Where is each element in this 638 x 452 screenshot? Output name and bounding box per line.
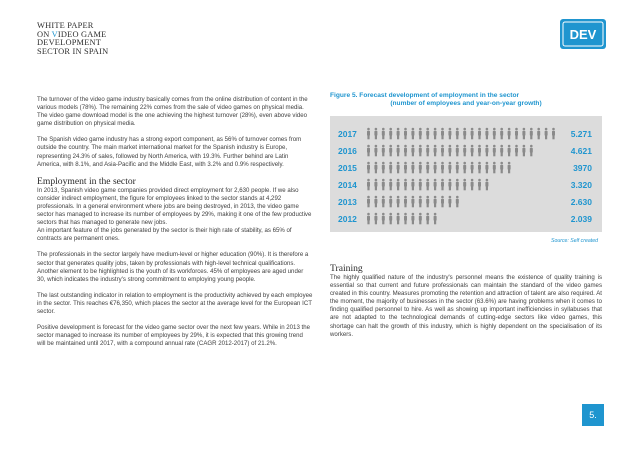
person-icon — [545, 128, 548, 140]
person-icon — [374, 145, 377, 157]
person-icon — [485, 128, 488, 140]
person-icon — [389, 213, 392, 225]
person-icon — [426, 162, 429, 174]
person-icon — [448, 162, 451, 174]
person-icon — [508, 162, 511, 174]
person-icon — [485, 162, 488, 174]
person-icon — [419, 145, 422, 157]
person-icon — [367, 128, 370, 140]
pictogram-row-2015 — [367, 162, 511, 174]
person-icon — [426, 145, 429, 157]
person-icon — [478, 145, 481, 157]
person-icon — [367, 145, 370, 157]
person-icon — [463, 128, 466, 140]
left-column — [37, 96, 313, 356]
person-icon — [441, 145, 444, 157]
person-icon — [471, 179, 474, 191]
person-icon — [500, 128, 503, 140]
person-icon — [500, 162, 503, 174]
figure-source: Source: Self created — [550, 238, 598, 244]
year-label-2012: 2012 — [338, 214, 357, 224]
person-icon — [404, 179, 407, 191]
person-icon — [382, 179, 385, 191]
person-icon — [441, 162, 444, 174]
person-icon — [382, 162, 385, 174]
person-icon — [441, 196, 444, 208]
person-icon — [434, 145, 437, 157]
person-icon — [397, 145, 400, 157]
year-label-2017: 2017 — [338, 129, 357, 139]
education-paragraph: The professionals in the sector largely have medium-level or higher education (90%). It is therefore a sector that generates quality jobs, taken by professionals with high-level technical qualifications. Another element to be highlighted is the youth of its workforces. 45% of employees are aged under 30, which indicates the industry's strong commitment to employing young people. — [37, 251, 309, 283]
employment-chart-svg — [330, 116, 602, 232]
training-heading: Training — [330, 263, 363, 274]
person-icon — [448, 145, 451, 157]
person-icon — [426, 128, 429, 140]
person-icon — [404, 128, 407, 140]
person-icon — [441, 179, 444, 191]
person-icon — [434, 179, 437, 191]
header-word-on: ON — [37, 29, 52, 39]
pictogram-row-2017 — [367, 128, 555, 140]
page-number: 5. — [582, 404, 604, 426]
person-icon — [426, 196, 429, 208]
person-icon — [552, 128, 555, 140]
person-icon — [508, 145, 511, 157]
person-icon — [389, 145, 392, 157]
person-icon — [485, 145, 488, 157]
year-label-2015: 2015 — [338, 163, 357, 173]
document-header-title — [37, 22, 197, 56]
person-icon — [500, 145, 503, 157]
employment-heading: Employment in the sector — [37, 175, 136, 187]
forecast-paragraph: Positive development is forecast for the video game sector over the next few years. While in 2013 the sector managed to increase its number of employees by 29%, it is expected that this growing trend will be maintained until 2017, with a compound annual rate (CAGR 2012-2017) of 21.2%. — [37, 324, 311, 348]
person-icon — [419, 196, 422, 208]
person-icon — [419, 179, 422, 191]
person-icon — [374, 128, 377, 140]
header-line-4: SECTOR IN SPAIN — [37, 46, 109, 56]
person-icon — [397, 213, 400, 225]
value-label-2016: 4.621 — [570, 146, 592, 156]
header-line-1: WHITE PAPER — [37, 21, 94, 30]
person-icon — [404, 162, 407, 174]
right-column — [330, 264, 602, 339]
person-icon — [374, 213, 377, 225]
person-icon — [397, 128, 400, 140]
person-icon — [397, 196, 400, 208]
person-icon — [471, 128, 474, 140]
person-icon — [456, 162, 459, 174]
value-label-2014: 3.320 — [570, 180, 592, 190]
person-icon — [493, 162, 496, 174]
person-icon — [485, 179, 488, 191]
person-icon — [389, 128, 392, 140]
figure-title — [330, 92, 602, 108]
export-paragraph: The Spanish video game industry has a strong export component, as 56% of turnover comes from outside the country. The main market international market for the Spanish industry is Europe, representing 24.3% of sales, followed by North America, with 19.3%. Further behind are Latin America, with 8.1%, and Asia-Pacific and the Middle East, with 3.2% and 0.9% respectively. — [37, 136, 302, 168]
person-icon — [441, 128, 444, 140]
figure-subtitle: (number of employees and year-on-year growth) — [390, 100, 542, 107]
person-icon — [434, 196, 437, 208]
pictogram-row-2016 — [367, 145, 533, 157]
person-icon — [411, 196, 414, 208]
person-icon — [404, 213, 407, 225]
person-icon — [456, 128, 459, 140]
person-icon — [397, 179, 400, 191]
dev-logo — [560, 19, 606, 49]
person-icon — [456, 196, 459, 208]
employment-chart — [330, 116, 602, 232]
person-icon — [374, 162, 377, 174]
figure-title-text: Figure 5. Forecast development of employment in the sector — [330, 92, 520, 99]
pictogram-row-2014 — [367, 179, 488, 191]
person-icon — [493, 145, 496, 157]
person-icon — [426, 179, 429, 191]
person-icon — [404, 196, 407, 208]
person-icon — [456, 145, 459, 157]
year-label-2013: 2013 — [338, 197, 357, 207]
person-icon — [522, 145, 525, 157]
training-paragraph: The highly qualified nature of the industry's personnel means the existence of quality training is essential so that current and future professionals can maintain the standard of the video games created in this country. Measures promoting the retention and attraction of talent are also required. At the moment, the majority of businesses in the sector (63.6%) are having problems when it comes to finding qualified personnel to hire. As well as showing up important inefficiencies in syllabuses that are not adapted to the technological demands of cutting-edge sectors like video games, this shortage can halt the growth of this industry, which is highly dependent on the specialisation of its workers. — [330, 274, 602, 338]
person-icon — [367, 179, 370, 191]
person-icon — [478, 128, 481, 140]
person-icon — [389, 162, 392, 174]
person-icon — [456, 179, 459, 191]
year-label-2014: 2014 — [338, 180, 357, 190]
person-icon — [411, 179, 414, 191]
person-icon — [471, 162, 474, 174]
person-icon — [397, 162, 400, 174]
person-icon — [367, 196, 370, 208]
person-icon — [448, 179, 451, 191]
header-line-3: DEVELOPMENT — [37, 38, 102, 48]
person-icon — [463, 162, 466, 174]
person-icon — [463, 179, 466, 191]
header-word-ideo: IDEO GAME — [57, 29, 107, 39]
person-icon — [463, 145, 466, 157]
person-icon — [367, 213, 370, 225]
pictogram-row-2013 — [367, 196, 459, 208]
person-icon — [434, 213, 437, 225]
person-icon — [419, 162, 422, 174]
person-icon — [382, 128, 385, 140]
person-icon — [374, 196, 377, 208]
person-icon — [515, 145, 518, 157]
person-icon — [426, 213, 429, 225]
person-icon — [382, 196, 385, 208]
productivity-paragraph: The last outstanding indicator in relation to employment is the productivity achieved by each employee in the sector. This reaches €76,350, which places the sector at the average level for the European ICT sector. — [37, 291, 313, 315]
year-label-2016: 2016 — [338, 146, 357, 156]
person-icon — [448, 128, 451, 140]
person-icon — [478, 162, 481, 174]
person-icon — [530, 145, 533, 157]
header-highlight-letter: V — [51, 29, 58, 39]
person-icon — [419, 128, 422, 140]
person-icon — [382, 145, 385, 157]
person-icon — [411, 128, 414, 140]
person-icon — [434, 162, 437, 174]
person-icon — [419, 213, 422, 225]
logo-text: DEV — [569, 27, 597, 42]
value-label-2013: 2.630 — [570, 197, 592, 207]
person-icon — [389, 196, 392, 208]
person-icon — [411, 145, 414, 157]
person-icon — [493, 128, 496, 140]
person-icon — [374, 179, 377, 191]
person-icon — [367, 162, 370, 174]
value-label-2015: 3970 — [573, 163, 592, 173]
stability-paragraph: An important feature of the jobs generated by the sector is their high rate of stability, as 65% of contracts are permanent ones. — [37, 227, 292, 243]
person-icon — [434, 128, 437, 140]
value-label-2012: 2.039 — [570, 214, 592, 224]
value-label-2017: 5.271 — [570, 129, 592, 139]
person-icon — [508, 128, 511, 140]
employment-paragraph: In 2013, Spanish video game companies provided direct employment for 2,630 people. If we also consider indirect employment, the figure for employees linked to the sector stands at 4,292 professionals. In a general environment where jobs are being destroyed, in 2013, the video game sector has managed to increase its number of employees by 29%, making it one of the few productive sectors that has managed to generate new jobs. — [37, 186, 312, 227]
person-icon — [404, 145, 407, 157]
person-icon — [471, 145, 474, 157]
person-icon — [515, 128, 518, 140]
person-icon — [411, 162, 414, 174]
person-icon — [411, 213, 414, 225]
turnover-paragraph: The turnover of the video game industry basically comes from the online distribution of content in the various models (78%). The remaining 22% comes from the sale of video games on physical media. The video game download model is the one achieving the highest turnover (28%), even above video game distribution on physical media. — [37, 96, 308, 128]
person-icon — [522, 128, 525, 140]
person-icon — [537, 128, 540, 140]
person-icon — [389, 179, 392, 191]
pictogram-row-2012 — [367, 213, 437, 225]
person-icon — [382, 213, 385, 225]
person-icon — [530, 128, 533, 140]
person-icon — [478, 179, 481, 191]
person-icon — [448, 196, 451, 208]
